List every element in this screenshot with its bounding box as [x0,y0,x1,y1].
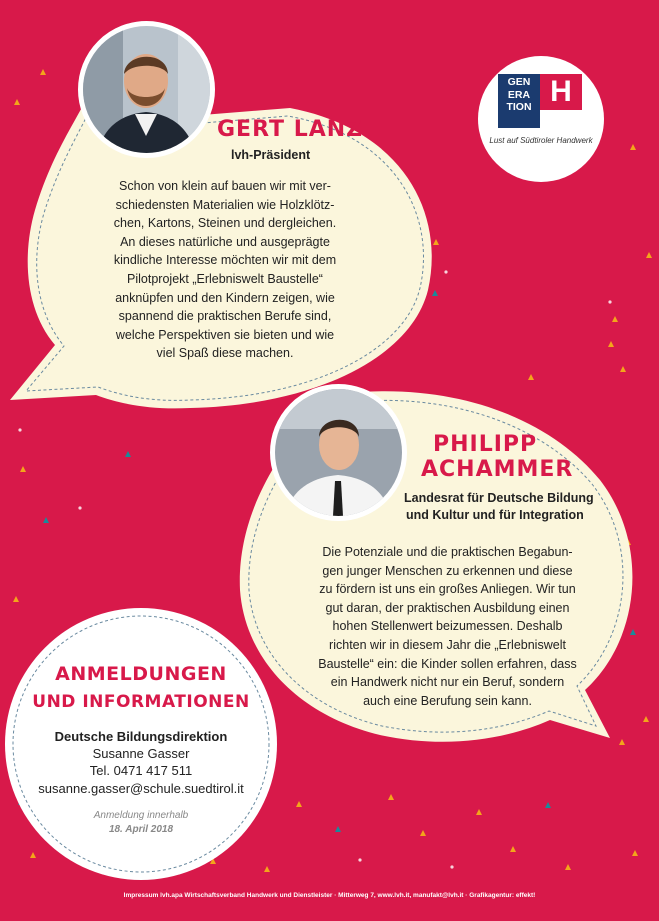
speaker2-role-line2: und Kultur und für Integration [406,508,584,522]
portrait-philipp-achammer [270,384,407,521]
speaker2-name-line2: ACHAMMER [421,457,574,482]
portrait-gert-lanz [78,21,215,158]
logo-generation-text: GEN ERA TION [498,74,540,128]
info-deadline-date: 18. April 2018 [108,824,174,835]
info-organisation: Deutsche Bildungsdirektion [54,729,228,744]
speaker2-quote: Die Potenziale und die praktischen Begabun- gen junger Menschen zu erkennen und diese zu fördern ist uns ein großes Anliegen. Wir tun gut daran, der praktischen Ausbildung einen hohen Stellenwert beizumessen. Deshalb richten wir in diesem Jahr die „Erlebniswelt Baustelle“ ein: die Kinder sollen erfahren, dass ein Handwerk nicht nur ein Beruf, sondern auch eine Berufung sein kann. [318,545,577,708]
speaker2-name-line1: PHILIPP [433,432,538,457]
info-title-line1: ANMELDUNGEN [55,663,227,685]
logo-tagline: Lust auf Südtiroler Handwerk [489,136,593,145]
info-title-line2: UND INFORMATIONEN [32,692,250,712]
logo-h-mark: H [540,74,582,110]
speaker2-role-line1: Landesrat für Deutsche Bildung [404,491,594,505]
info-phone: Tel. 0471 417 511 [89,763,193,778]
info-circle [5,608,277,880]
footer-imprint: Impressum lvh.apa Wirtschaftsverband Handwerk und Dienstleister · Mitterweg 7, www.lvh.it, manufakt@lvh.it · Grafikagentur: effekt! [123,892,536,899]
speaker1-quote: Schon von klein auf bauen wir mit ver- schiedensten Materialien wie Holzklötz- chen, Kartons, Steinen und dergleichen. An dieses natürliche und ausgeprägte kindliche Interesse möchten wir mit dem Pilotprojekt „Erlebniswelt Baustelle“ anknüpfen und den Kindern zeigen, wie spannend die praktischen Berufe sind, welche Perspektiven sie bieten und wie viel Spaß diese machen. [113,179,337,361]
info-contact-name: Susanne Gasser [92,746,190,761]
speaker1-role: lvh-Präsident [231,148,311,162]
info-deadline-label: Anmeldung innerhalb [93,810,189,821]
info-email[interactable]: susanne.gasser@schule.suedtirol.it [38,781,244,796]
generation-logo [478,56,604,182]
speaker1-name: GERT LANZ [217,117,364,142]
